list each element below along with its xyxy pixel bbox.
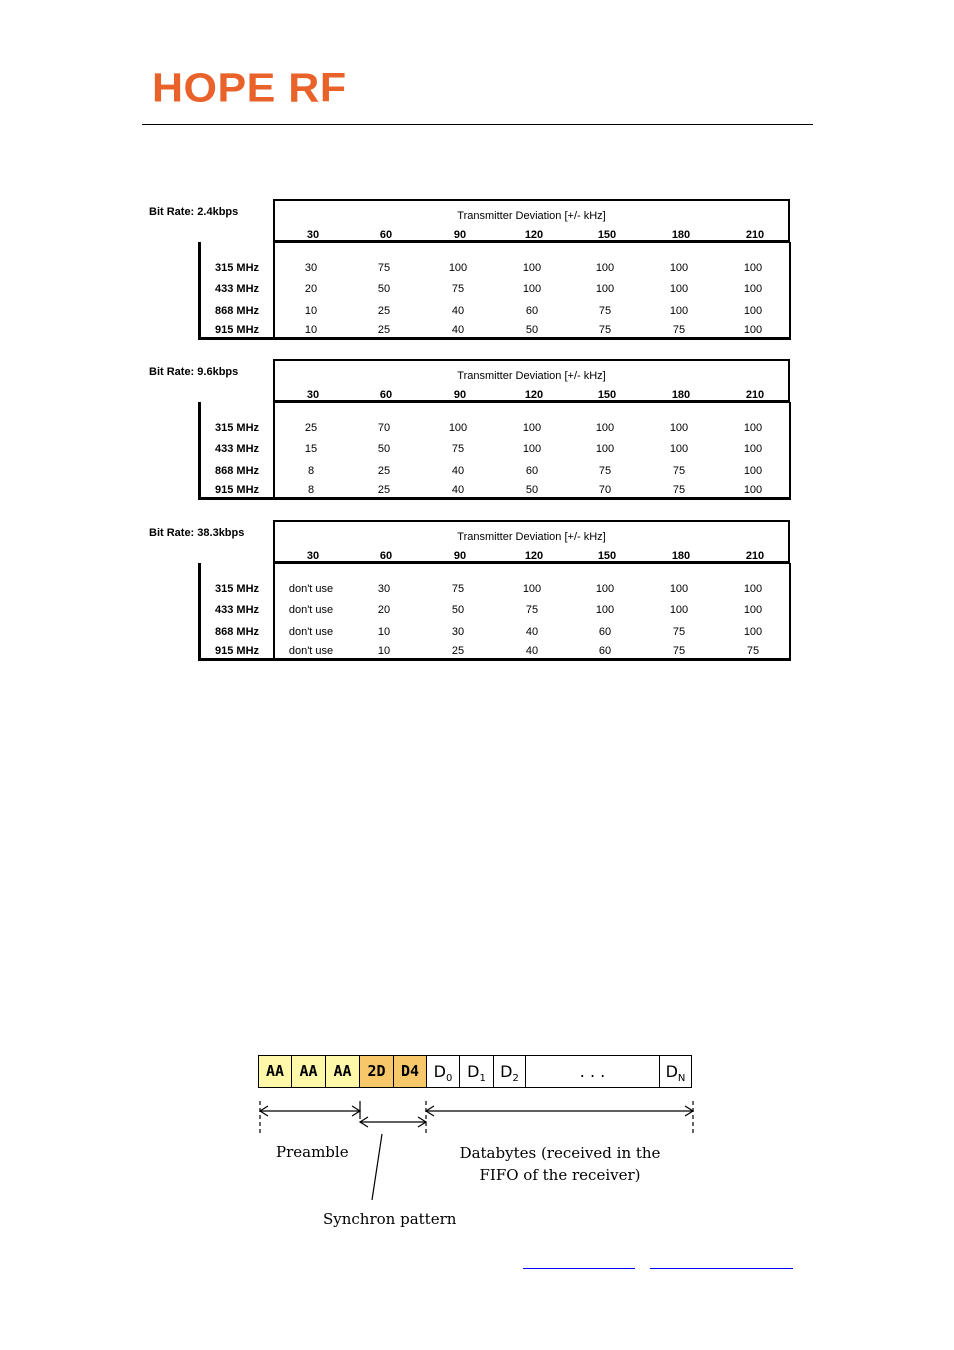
column-header: 210 xyxy=(745,389,765,401)
frame-cell xyxy=(259,1056,292,1087)
table-cell: 30 xyxy=(377,583,391,595)
table-cell: 100 xyxy=(669,443,689,455)
table-cell: 25 xyxy=(377,324,391,336)
table-cell: 100 xyxy=(743,422,763,434)
frame-cell xyxy=(460,1056,494,1087)
frequency-label: 868 MHz xyxy=(215,626,260,638)
table-cell: don't use xyxy=(288,583,334,595)
frame-cell-text: AA xyxy=(299,1062,318,1080)
table-cell: 100 xyxy=(669,422,689,434)
table-cell: 40 xyxy=(451,484,465,496)
frame-cell xyxy=(394,1056,427,1087)
table-cell: 100 xyxy=(669,604,689,616)
table-row xyxy=(201,604,789,620)
databytes-label xyxy=(440,1142,680,1186)
column-header: 60 xyxy=(379,550,393,562)
frame-cell xyxy=(427,1056,460,1087)
table-body xyxy=(198,563,791,661)
table-header xyxy=(273,359,790,403)
table-cell: 20 xyxy=(304,283,318,295)
databytes-label-line2: FIFO of the receiver) xyxy=(479,1166,641,1184)
frame-cell-subscript: N xyxy=(677,1073,686,1085)
table-cell: 10 xyxy=(377,645,391,657)
table-row xyxy=(201,283,789,299)
frame-cell xyxy=(660,1056,691,1087)
frame-cell-text: . . . xyxy=(579,1062,606,1081)
frequency-label: 433 MHz xyxy=(215,443,260,455)
table-cell: don't use xyxy=(288,626,334,638)
table-cell: 75 xyxy=(672,645,686,657)
table-title: Transmitter Deviation [+/- kHz] xyxy=(457,370,606,382)
table-cell: 100 xyxy=(595,604,615,616)
column-header: 180 xyxy=(671,229,691,241)
table-cell: 60 xyxy=(525,465,539,477)
table-cell: 100 xyxy=(743,484,763,496)
frame-cell xyxy=(326,1056,360,1087)
table-header xyxy=(273,199,790,243)
table-row xyxy=(201,422,789,438)
table-cell: 100 xyxy=(743,324,763,336)
column-header: 90 xyxy=(453,550,467,562)
column-header: 150 xyxy=(597,389,617,401)
table-cell: 10 xyxy=(304,305,318,317)
frame-cell-text: AA xyxy=(265,1062,285,1080)
table-cell: 40 xyxy=(451,465,465,477)
table-cell: 75 xyxy=(672,465,686,477)
column-header: 30 xyxy=(306,229,320,241)
table-cell: 100 xyxy=(595,583,615,595)
table-cell: 8 xyxy=(307,484,315,496)
table-cell: 40 xyxy=(525,626,539,638)
column-header: 150 xyxy=(597,229,617,241)
header-rule xyxy=(142,124,813,125)
frequency-label: 433 MHz xyxy=(215,604,260,616)
table-cell: 25 xyxy=(451,645,465,657)
footer-link-underline-2[interactable] xyxy=(650,1268,793,1269)
table-cell: 100 xyxy=(669,305,689,317)
column-header: 210 xyxy=(745,550,765,562)
table-cell: 100 xyxy=(448,262,468,274)
table-cell: 60 xyxy=(598,645,612,657)
table-cell: don't use xyxy=(288,604,334,616)
table-cell: 100 xyxy=(743,305,763,317)
table-cell: 10 xyxy=(377,626,391,638)
table-cell: 100 xyxy=(743,443,763,455)
frequency-label: 868 MHz xyxy=(215,465,260,477)
bit-rate-label: Bit Rate: 2.4kbps xyxy=(149,206,239,218)
table-cell: 100 xyxy=(743,583,763,595)
table-title: Transmitter Deviation [+/- kHz] xyxy=(457,531,606,543)
table-row xyxy=(201,443,789,459)
table-cell: 100 xyxy=(669,583,689,595)
table-cell: 40 xyxy=(525,645,539,657)
table-row xyxy=(201,262,789,278)
column-header: 30 xyxy=(306,389,320,401)
table-cell: 100 xyxy=(669,262,689,274)
frame-cell xyxy=(292,1056,326,1087)
table-cell: 75 xyxy=(672,626,686,638)
table-cell: 50 xyxy=(377,443,391,455)
column-header: 60 xyxy=(379,389,393,401)
table-cell: 25 xyxy=(377,305,391,317)
table-cell: 75 xyxy=(451,283,465,295)
table-row xyxy=(201,645,789,661)
databytes-label-line1: Databytes (received in the xyxy=(459,1144,661,1162)
table-cell: 25 xyxy=(304,422,318,434)
frequency-label: 315 MHz xyxy=(215,583,260,595)
column-header: 120 xyxy=(524,229,544,241)
frequency-label: 915 MHz xyxy=(215,484,260,496)
frame-cell-text: 2D xyxy=(367,1062,386,1080)
table-cell: 40 xyxy=(451,324,465,336)
table-row xyxy=(201,324,789,340)
table-cell: 15 xyxy=(304,443,318,455)
table-cell: 100 xyxy=(448,422,468,434)
table-cell: 100 xyxy=(595,422,615,434)
frame-cell xyxy=(494,1056,526,1087)
table-cell: 75 xyxy=(598,324,612,336)
table-row xyxy=(201,484,789,500)
table-title: Transmitter Deviation [+/- kHz] xyxy=(457,210,606,222)
table-cell: 75 xyxy=(746,645,760,657)
table-cell: 100 xyxy=(595,262,615,274)
column-header: 120 xyxy=(524,389,544,401)
frequency-label: 915 MHz xyxy=(215,324,260,336)
footer-link-underline-1[interactable] xyxy=(523,1268,635,1269)
table-cell: 75 xyxy=(377,262,391,274)
frame-cell-subscript: 2 xyxy=(512,1073,519,1085)
column-header: 90 xyxy=(453,389,467,401)
frame-cell-text: AA xyxy=(333,1062,352,1080)
table-body xyxy=(198,402,791,500)
frequency-label: 315 MHz xyxy=(215,262,260,274)
bit-rate-label: Bit Rate: 38.3kbps xyxy=(149,527,245,539)
table-cell: 75 xyxy=(598,305,612,317)
table-cell: 100 xyxy=(743,465,763,477)
frame-cell-text: D4 xyxy=(400,1062,420,1080)
frame-cell xyxy=(526,1056,660,1087)
table-cell: 75 xyxy=(672,324,686,336)
frame-cell-subscript: 0 xyxy=(445,1073,453,1085)
column-header: 120 xyxy=(524,550,544,562)
table-cell: 25 xyxy=(377,484,391,496)
table-cell: 50 xyxy=(525,324,539,336)
table-row xyxy=(201,583,789,599)
table-body xyxy=(198,242,791,340)
packet-frame xyxy=(258,1055,692,1088)
table-cell: 75 xyxy=(451,583,465,595)
table-cell: 100 xyxy=(669,283,689,295)
table-cell: 60 xyxy=(525,305,539,317)
frame-cell-text: D xyxy=(433,1062,446,1081)
table-cell: 40 xyxy=(451,305,465,317)
table-cell: 100 xyxy=(743,283,763,295)
table-cell: 20 xyxy=(377,604,391,616)
frame-cell-subscript: 1 xyxy=(479,1073,486,1085)
table-row xyxy=(201,465,789,481)
table-cell: 100 xyxy=(595,443,615,455)
table-cell: 10 xyxy=(304,324,318,336)
table-cell: 30 xyxy=(451,626,465,638)
frequency-label: 868 MHz xyxy=(215,305,260,317)
frame-cell xyxy=(360,1056,394,1087)
frequency-label: 915 MHz xyxy=(215,645,260,657)
table-cell: 25 xyxy=(377,465,391,477)
table-cell: 100 xyxy=(522,583,542,595)
table-cell: 30 xyxy=(304,262,318,274)
table-cell: 100 xyxy=(522,422,542,434)
table-cell: 70 xyxy=(377,422,391,434)
column-header: 30 xyxy=(306,550,320,562)
column-header: 180 xyxy=(671,550,691,562)
hope-rf-logo: HOPE RF xyxy=(152,65,347,111)
sync-label: Synchron pattern xyxy=(323,1210,457,1228)
table-cell: 100 xyxy=(743,262,763,274)
column-header: 150 xyxy=(597,550,617,562)
table-cell: 50 xyxy=(525,484,539,496)
table-cell: don't use xyxy=(288,645,334,657)
bit-rate-label: Bit Rate: 9.6kbps xyxy=(149,366,239,378)
table-cell: 75 xyxy=(525,604,539,616)
sync-pointer xyxy=(372,1134,382,1200)
frame-cell-text: D xyxy=(665,1062,678,1081)
table-cell: 8 xyxy=(307,465,315,477)
preamble-label: Preamble xyxy=(276,1143,349,1161)
table-cell: 100 xyxy=(743,604,763,616)
table-cell: 75 xyxy=(598,465,612,477)
table-cell: 100 xyxy=(522,262,542,274)
table-cell: 100 xyxy=(743,626,763,638)
table-cell: 100 xyxy=(522,443,542,455)
table-cell: 75 xyxy=(451,443,465,455)
table-row xyxy=(201,626,789,642)
frame-cell-text: D xyxy=(467,1062,480,1081)
table-header xyxy=(273,520,790,564)
column-header: 180 xyxy=(671,389,691,401)
column-header: 60 xyxy=(379,229,393,241)
column-header: 90 xyxy=(453,229,467,241)
table-cell: 50 xyxy=(451,604,465,616)
column-header: 210 xyxy=(745,229,765,241)
table-cell: 100 xyxy=(595,283,615,295)
table-cell: 50 xyxy=(377,283,391,295)
table-row xyxy=(201,305,789,321)
frequency-label: 315 MHz xyxy=(215,422,260,434)
frame-cell-text: D xyxy=(500,1062,513,1081)
table-cell: 60 xyxy=(598,626,612,638)
table-cell: 75 xyxy=(672,484,686,496)
table-cell: 100 xyxy=(522,283,542,295)
table-cell: 70 xyxy=(598,484,612,496)
frequency-label: 433 MHz xyxy=(215,283,260,295)
